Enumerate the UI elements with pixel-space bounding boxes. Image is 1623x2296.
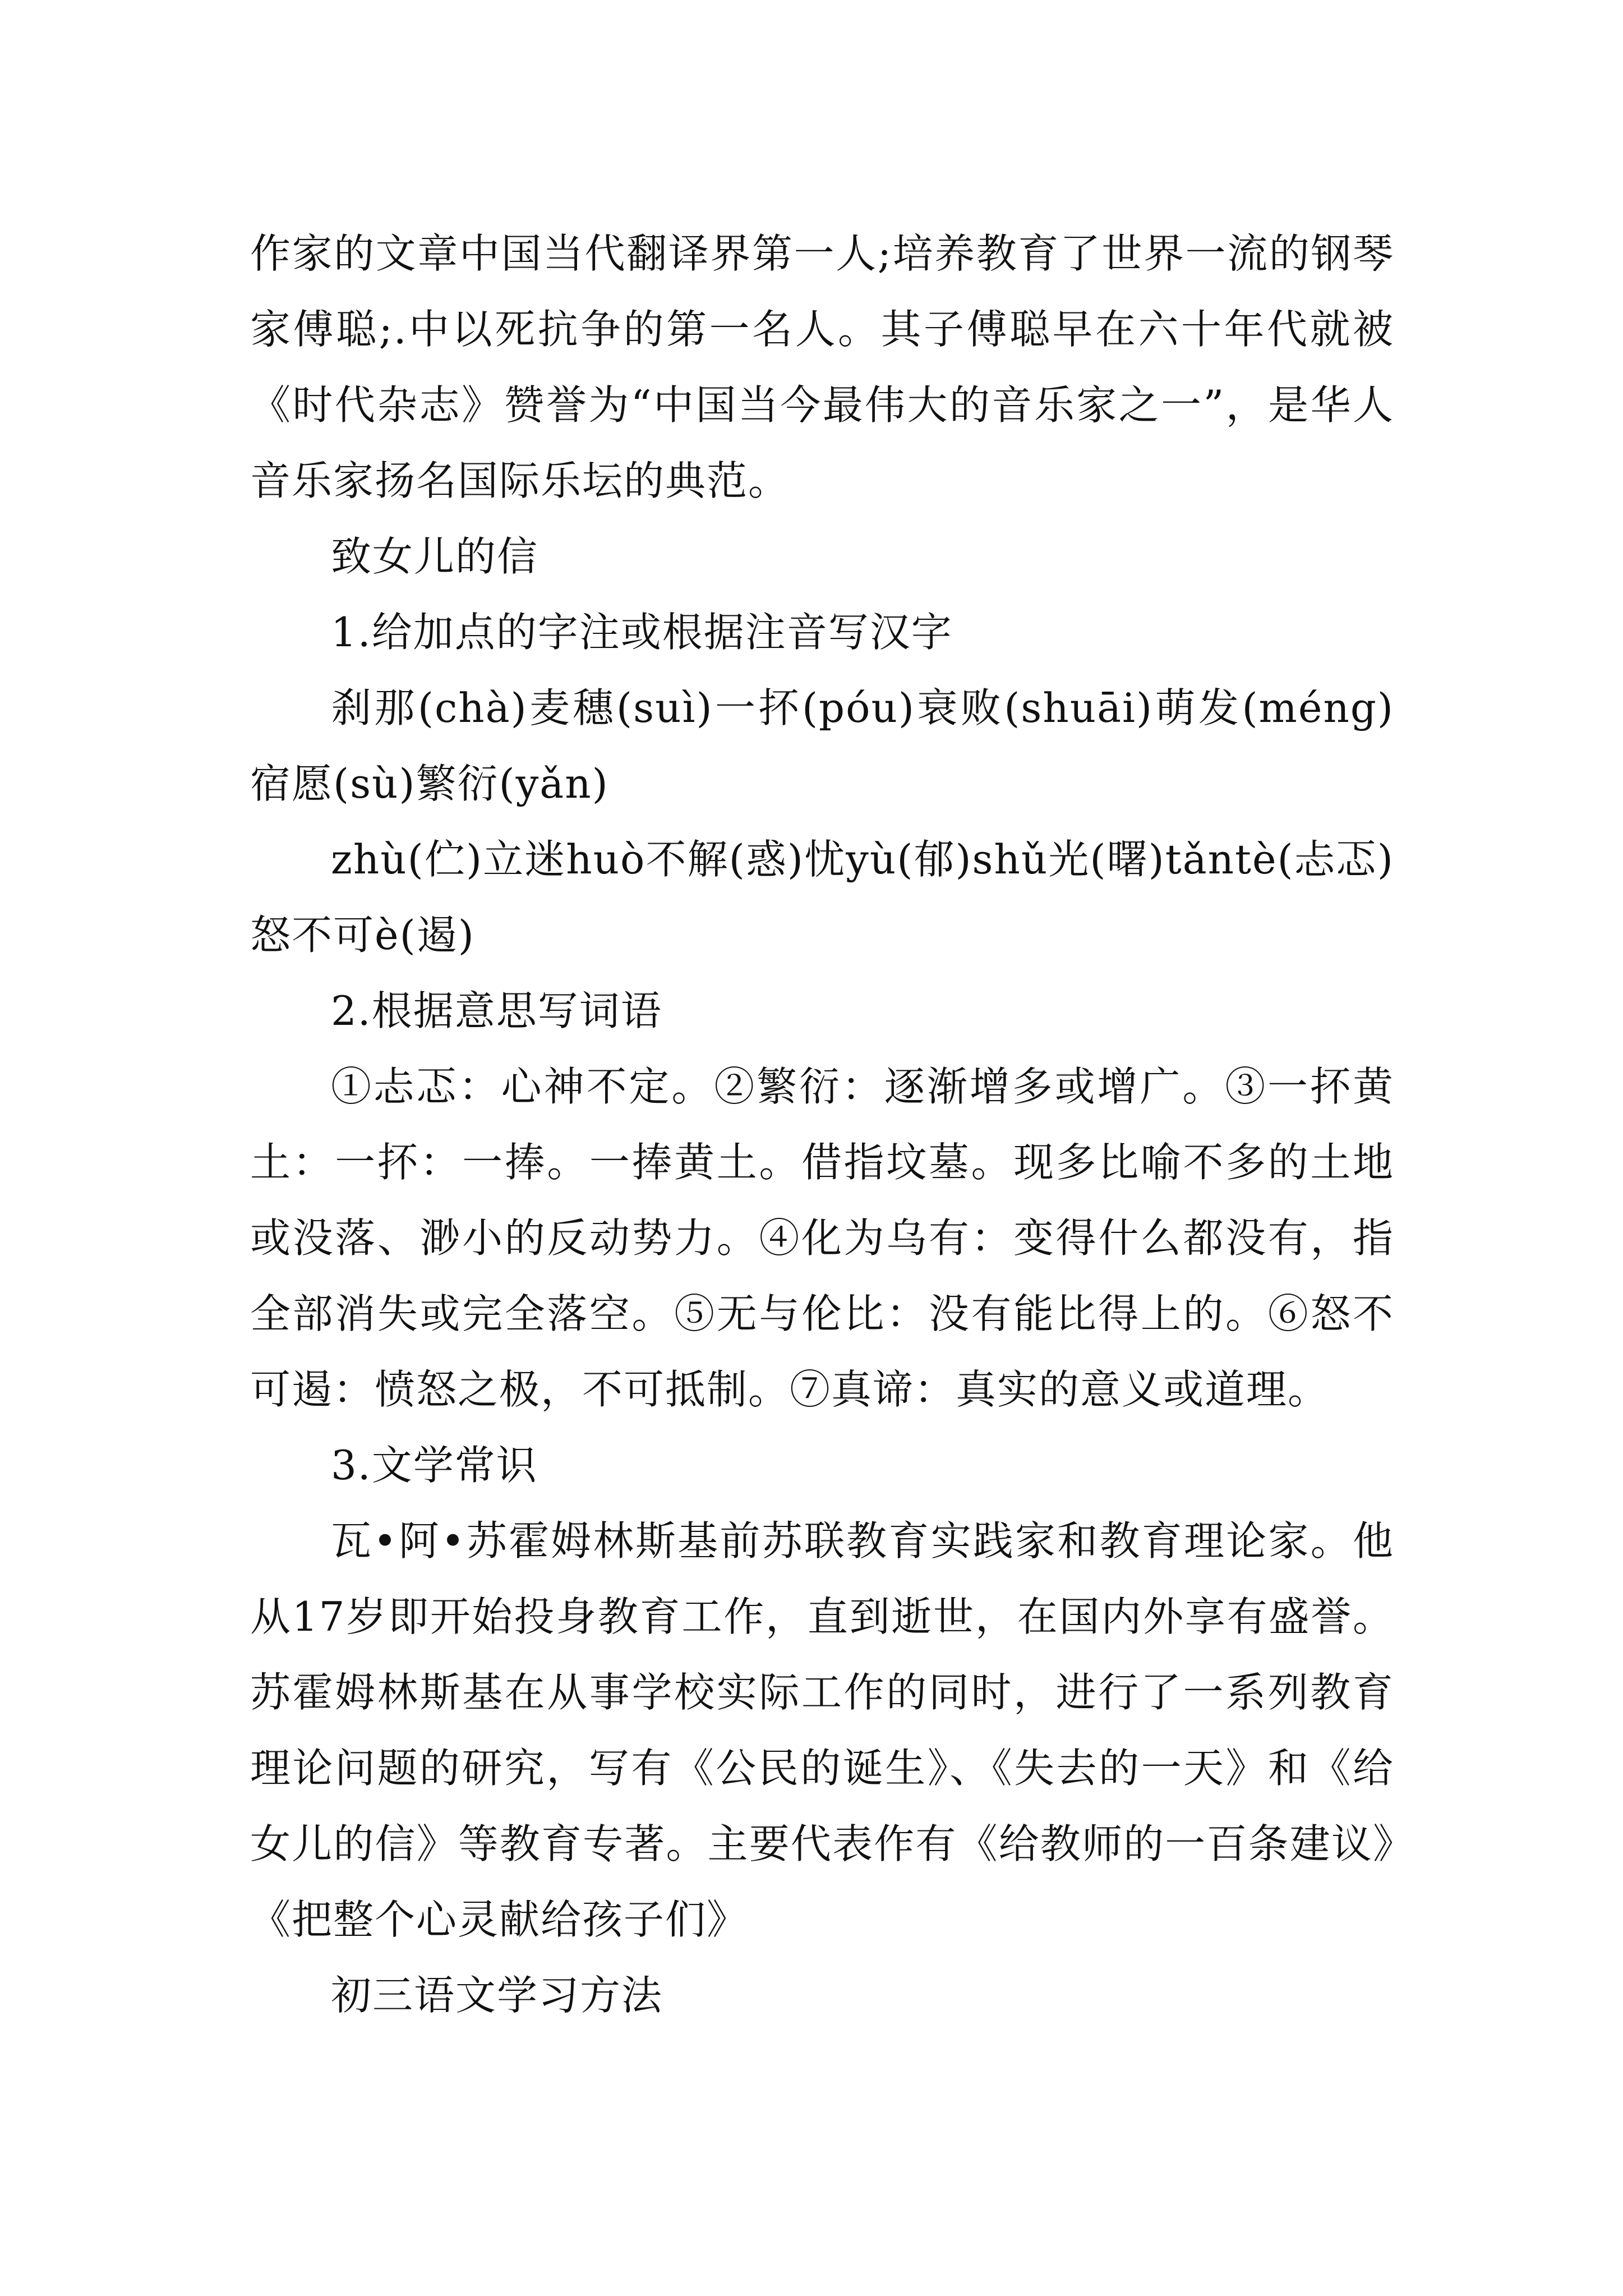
exercise-heading-3: 3.文学常识 (331, 1442, 538, 1489)
section-title-study-methods: 初三语文学习方法 (331, 1972, 663, 2019)
document-body (250, 216, 1394, 2033)
paragraph-fu-cong-intro: 作家的文章中国当代翻译界第一人;培养教育了世界一流的钢琴家傅聪;.中以死抗争的第一名人。其子傅聪早在六十年代就被《时代杂志》赞誉为“中国当今最伟大的音乐家之一”，是华人音乐家扬名国际乐坛的典范。 (250, 230, 1394, 504)
exercise-heading-2: 2.根据意思写词语 (331, 987, 662, 1034)
pinyin-list-1: 刹那(chà)麦穗(suì)一抔(póu)衰败(shuāi)萌发(méng)宿愿(sù)繁衍(yǎn) (250, 684, 1394, 807)
section-title-letter-to-daughter: 致女儿的信 (331, 533, 539, 580)
exercise-heading-1: 1.给加点的字注或根据注音写汉字 (331, 609, 953, 656)
literary-knowledge: 瓦•阿•苏霍姆林斯基前苏联教育实践家和教育理论家。他从17岁即开始投身教育工作，直到逝世，在国内外享有盛誉。苏霍姆林斯基在从事学校实际工作的同时，进行了一系列教育理论问题的研究，写有《公民的诞生》、《失去的一天》和《给女儿的信》等教育专著。主要代表作有《给教师的一百条建议》《把整个心灵献给孩子们》 (250, 1517, 1394, 1943)
pinyin-list-2: zhù(伫)立迷huò不解(惑)忧yù(郁)shǔ光(曙)tǎntè(忐忑)怒不可è(遏) (250, 836, 1394, 959)
vocabulary-definitions: ①忐忑：心神不定。②繁衍：逐渐增多或增广。③一抔黄土：一抔：一捧。一捧黄土。借指坟墓。现多比喻不多的土地或没落、渺小的反动势力。④化为乌有：变得什么都没有，指全部消失或完全落空。⑤无与伦比：没有能比得上的。⑥怒不可遏：愤怒之极，不可抵制。⑦真谛：真实的意义或道理。 (250, 1063, 1394, 1413)
